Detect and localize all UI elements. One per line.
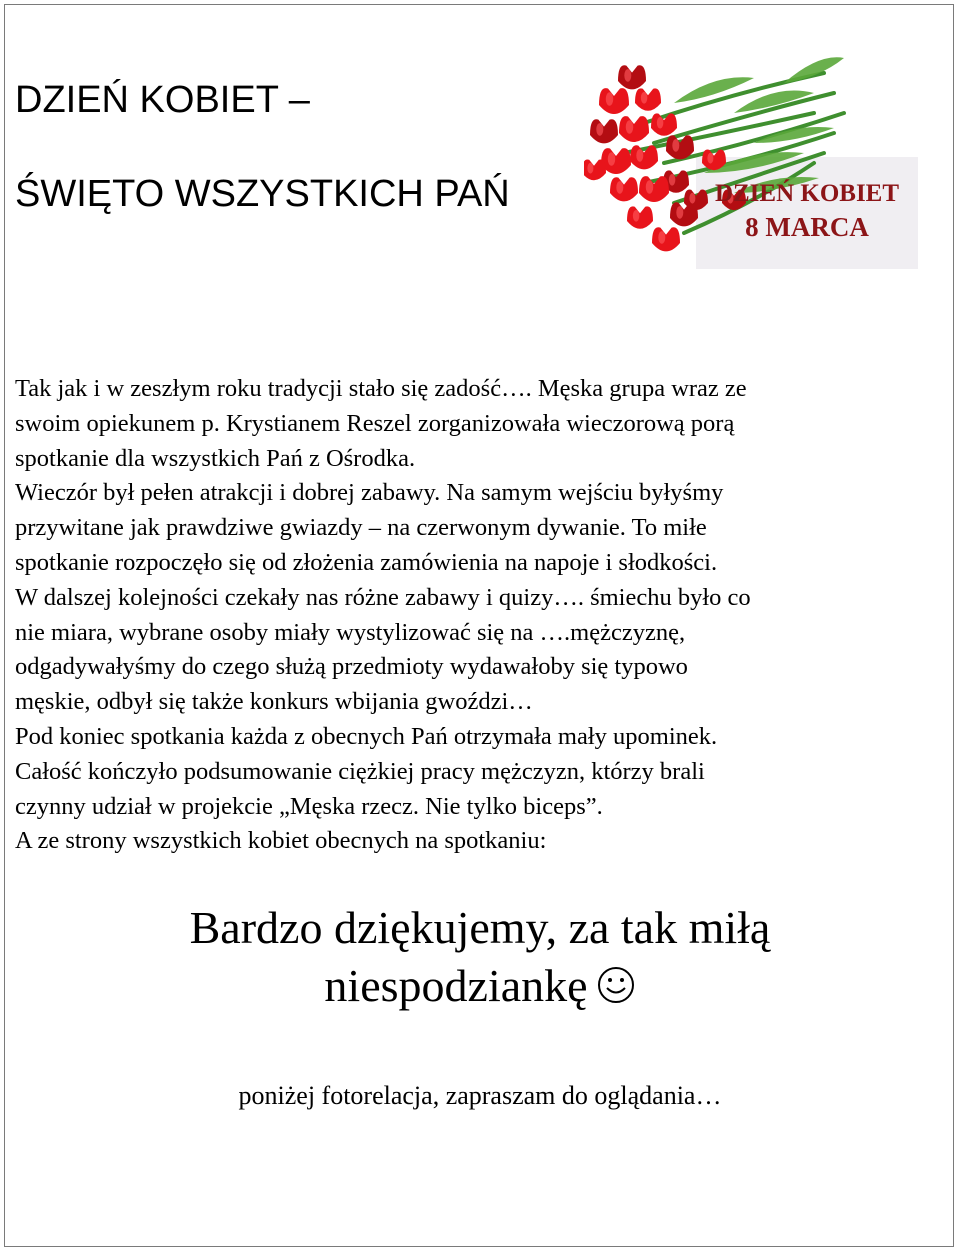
- article-body: [15, 372, 945, 859]
- article-line: Wieczór był pełen atrakcji i dobrej zabawy. Na samym wejściu byłyśmy: [15, 479, 724, 507]
- title-line-2: ŚWIĘTO WSZYSTKICH PAŃ: [15, 173, 510, 215]
- article-line: A ze strony wszystkich kobiet obecnych na spotkaniu:: [15, 827, 547, 855]
- image-caption-line-2: 8 MARCA: [745, 212, 869, 242]
- article-line: męskie, odbył się także konkurs wbijania gwoździ…: [15, 688, 533, 716]
- article-line: czynny udział w projekcie „Męska rzecz. Nie tylko biceps”.: [15, 792, 603, 820]
- tulips-illustration: [584, 53, 918, 279]
- photo-gallery-note: poniżej fotorelacja, zapraszam do oglądania…: [238, 1081, 722, 1110]
- article-line: nie miara, wybrane osoby miały wystylizować się na ….mężczyznę,: [15, 618, 686, 646]
- document-page: [4, 4, 954, 1247]
- article-line: W dalszej kolejności czekały nas różne zabawy i quizy…. śmiechu było co: [15, 583, 751, 611]
- smiley-icon: [596, 965, 636, 1005]
- article-line: swoim opiekunem p. Krystianem Reszel zorganizowała wieczorową porą: [15, 409, 735, 437]
- thanks-line-2: niespodziankę: [324, 960, 588, 1011]
- image-caption-line-1: DZIEŃ KOBIET: [714, 180, 900, 207]
- article-line: odgadywałyśmy do czego służą przedmioty wydawałoby się typowo: [15, 653, 688, 681]
- article-line: spotkanie rozpoczęło się od złożenia zamówienia na napoje i słodkości.: [15, 548, 718, 576]
- article-line: Tak jak i w zeszłym roku tradycji stało się zadość…. Męska grupa wraz ze: [15, 375, 747, 402]
- title-line-1: DZIEŃ KOBIET –: [15, 79, 310, 121]
- thanks-line-2-wrap: [5, 959, 955, 1013]
- article-line: przywitane jak prawdziwe gwiazdy – na czerwonym dywanie. To miłe: [15, 514, 707, 542]
- thanks-line-1: Bardzo dziękujemy, za tak miłą: [189, 902, 771, 953]
- article-line: Całość kończyło podsumowanie ciężkiej pracy mężczyzn, którzy brali: [15, 757, 705, 785]
- article-line: Pod koniec spotkania każda z obecnych Pań otrzymała mały upominek.: [15, 722, 718, 750]
- tulips-image: [584, 53, 918, 279]
- article-line: spotkanie dla wszystkich Pań z Ośrodka.: [15, 444, 416, 472]
